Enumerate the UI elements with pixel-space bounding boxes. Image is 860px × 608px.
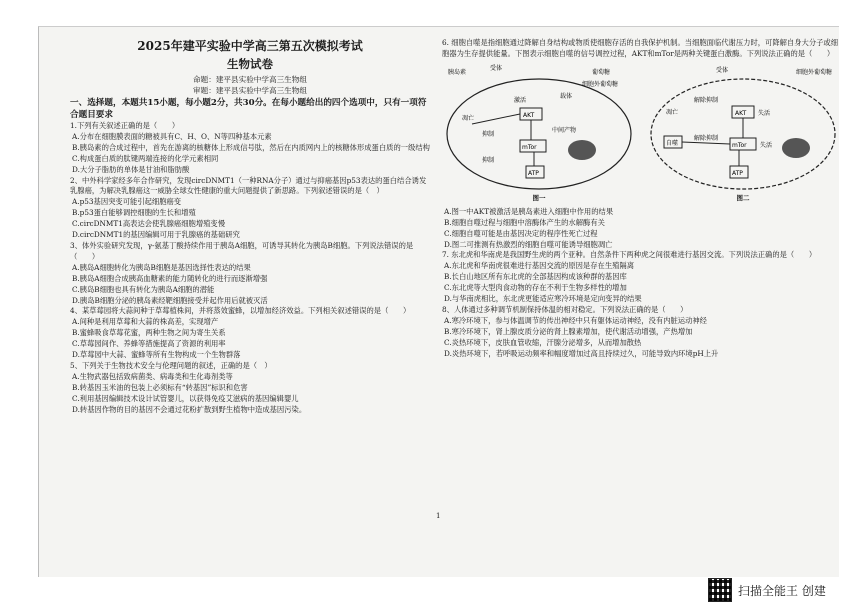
fig1-label-atp: ATP [528,169,539,177]
fig2-label-apoptosis: 凋亡 [666,108,679,116]
question-stem: 2、中外科学家经多年合作研究，发现circDNMT1（一种RNA分子）通过与抑癌基因p53表达的蛋白结合诱发乳腺癌，为解决乳腺癌这一威胁全球女性健康的重大问题提供了新思路。下列叙述错误的是（ ） [70,175,427,196]
fig2-label-atp: ATP [732,169,743,177]
fig1-label-glucose: 葡萄糖 [592,68,611,76]
option-d: D.转基因作物的目的基因不会通过花粉扩散到野生植物中造成基因污染。 [72,404,307,414]
question-stem: 4、某草莓园将大蒜间种于草莓植株间，并将蒸效蜜蜂，以增加经济效益。下列相关叙述错误的是（ ） [70,306,411,316]
option-a: A.胰岛A细胞转化为胰岛B细胞是基因选择性表达的结果 [72,262,251,272]
reviewer-line: 审题：建平县实验中学高三生物组 [193,86,307,95]
figure-1-caption: 图一 [532,193,546,202]
option-c: C.利用基因编辑技术设计试管婴儿，以获得免疫艾滋病的基因编辑婴儿 [72,393,299,403]
fig1-label-receptor: 受体 [490,64,503,72]
option-c: C.构成蛋白质的肽键两端连接的化学元素相同 [72,153,219,163]
option-a: A.分布在细胞膜表面的糖被具有C、H、O、N等四种基本元素 [72,131,272,141]
fig1-label-activate: 激活 [514,96,527,104]
question-5 [70,361,430,416]
option-a: A.生物武器包括致病菌类、病毒类和生化毒剂类等 [72,371,233,381]
option-d: D.与华南虎相比，东北虎更能适应寒冷环境是定向变异的结果 [444,294,642,304]
option-a: A.间种是利用草莓和大蒜的株高差，实现增产 [72,317,219,327]
scanner-watermark [708,578,826,602]
fig2-label-release: 解除抑制 [694,96,719,104]
fig2-label-autophagy: 自噬 [666,139,679,147]
arrow-akt-apoptosis [472,114,520,124]
question-6-stem: 6. 细胞自噬是指细胞通过降解自身结构或物质使细胞存活的自我保护机制。当细胞面临代谢压力时，可降解自身大分子或细胞器为生存提供能量。下图表示细胞自噬的信号调控过程，AKT和mTor是两种关键蛋白激酶。下列说法正确的是（ ） [442,38,839,58]
question-4 [70,306,430,361]
fig1-label-carrier: 载体 [560,92,573,100]
mitochondrion-icon [782,138,810,158]
option-b: B.p53蛋白能够调控细胞的生长和增殖 [72,208,196,218]
watermark-text: 扫描全能王 创建 [738,583,826,598]
mitochondrion-icon [568,140,596,160]
figure-1 [442,62,636,204]
fig1-label-akt: AKT [523,111,535,119]
option-d: D.炎热环境下，若呼吸运动频率和幅度增加过高且持续过久，可能导致内环境pH上升 [444,348,719,358]
option-b: B.寒冷环境下，肾上腺皮质分泌的肾上腺素增加，使代谢活动增强，产热增加 [444,326,693,336]
question-1 [70,121,430,176]
fig1-label-apoptosis: 凋亡 [462,114,475,122]
figures-row [442,62,840,204]
option-d: D.circDNMT1的基因编辑可用于乳腺癌的基础研究 [72,230,240,240]
question-8 [442,305,840,360]
option-d: D.草莓园中大蒜、蜜蜂等所有生物构成一个生物群落 [72,350,241,360]
option-c: C.circDNMT1高表达会使乳腺癌细胞增殖变慢 [72,219,226,229]
option-a: A.p53基因突变可能引起细胞癌变 [72,197,182,207]
fig1-label-extracellular-glucose: 细胞外葡萄糖 [582,80,619,88]
option-b: B.蜜蜂吸食草莓花蜜，两种生物之间为寄生关系 [72,328,226,338]
option-c: C.细胞自噬可能是由基因决定的程序性死亡过程 [444,228,598,238]
option-b: B.细胞自噬过程与细胞中溶酶体产生的水解酶有关 [444,217,605,227]
option-a: A.图一中AKT被激活是胰岛素进入细胞中作用的结果 [444,206,614,216]
option-c: C.胰岛B细胞也具有转化为胰岛A细胞的潜能 [72,284,215,294]
exam-title: 2025年建平实验中学高三第五次模拟考试 [137,39,363,53]
fig1-label-inhibit: 抑制 [482,130,495,138]
option-b: B.胰岛素的合成过程中，首先在游离的核糖体上形成信号肽，然后在内质网内上的核糖体形成蛋白质的一级结构 [72,142,430,152]
question-stem: 5、下列关于生物技术安全与伦理问题的叙述，正确的是（ ） [70,360,272,370]
right-column [442,38,840,360]
option-d: D.胰岛B细胞分泌的胰岛素经靶细胞接受并起作用后就被灭活 [72,295,268,305]
question-3 [70,241,430,306]
option-d: D.图二可推测有热激烈的细胞自噬可能诱导细胞凋亡 [444,239,613,249]
fig1-label-intermediate: 中间产物 [552,126,577,134]
option-c: C.草莓园间作、养蜂等措施提高了资源的利用率 [72,339,226,349]
option-a: A.东北虎和华南虎很难进行基因交流的原因是存在生殖隔离 [444,261,635,271]
option-b: B.转基因玉米油的包装上必须标有“转基因”标识和危害 [72,382,248,392]
option-c: C.炎热环境下，皮肤血管收缩，汗腺分泌增多，从而增加散热 [444,337,642,347]
fig1-label-inhibit-2: 抑制 [482,156,495,164]
left-column [70,38,430,415]
option-b: B.长白山地区所有东北虎的全部基因构成该种群的基因库 [444,272,627,282]
question-stem: 3、体外实验研究发现，γ-氨基丁酸持续作用于胰岛A细胞，可诱导其转化为胰岛B细胞。下列说法错误的是（ ） [70,240,414,261]
qr-code-icon [708,578,732,602]
author-line: 命题：建平县实验中学高三生物组 [193,75,307,84]
figure-2 [646,62,840,204]
option-b: B.胰岛A细胞合成胰高血糖素的能力随转化的进行而逐渐增强 [72,273,268,283]
question-7 [442,250,840,305]
fig1-label-insulin: 胰岛素 [448,68,467,76]
question-stem: 1.下列有关叙述正确的是（ ） [70,121,180,130]
figure-2-diagram [646,62,840,196]
cell-membrane [447,79,631,189]
fig2-label-inactive-2: 失活 [760,141,773,149]
option-d: D.大分子脂肪的单体是甘油和脂肪酸 [72,164,190,174]
option-c: C.东北虎等大型肉食动物的存在不利于生物多样性的增加 [444,283,627,293]
arrow-mtor-autophagy [682,142,730,144]
question-stem: 7. 东北虎和华南虎是我国野生虎的两个亚种。自然条件下两种虎之间很难进行基因交流。下列说法正确的是（ ） [442,250,817,260]
question-stem: 8、人体通过多种调节机制保持体温的相对稳定。下列说法正确的是（ ） [442,304,688,314]
question-6-options [442,207,840,251]
page-number: 1 [436,512,441,520]
figure-2-caption: 图二 [736,193,750,202]
fig2-label-extracellular-glucose: 细胞外葡萄糖 [796,68,833,76]
fig2-label-mtor: mTor [732,141,747,149]
fig2-label-release-2: 解除抑制 [694,134,719,142]
fig2-label-receptor: 受体 [716,66,729,74]
section-heading: 一、选择题，本题共15小题，每小题2分，共30分。在每小题给出的四个选项中，只有一项符合题目要求 [70,98,427,120]
fig2-label-inactive: 失活 [758,109,771,117]
figure-1-diagram [442,62,636,196]
fig2-label-akt: AKT [735,109,747,117]
question-2 [70,176,430,241]
exam-subject: 生物试卷 [227,57,273,71]
fig1-label-mtor: mTor [522,143,537,151]
option-a: A.寒冷环境下，参与体温调节的传出神经中只有躯体运动神经，没有内脏运动神经 [444,315,707,325]
